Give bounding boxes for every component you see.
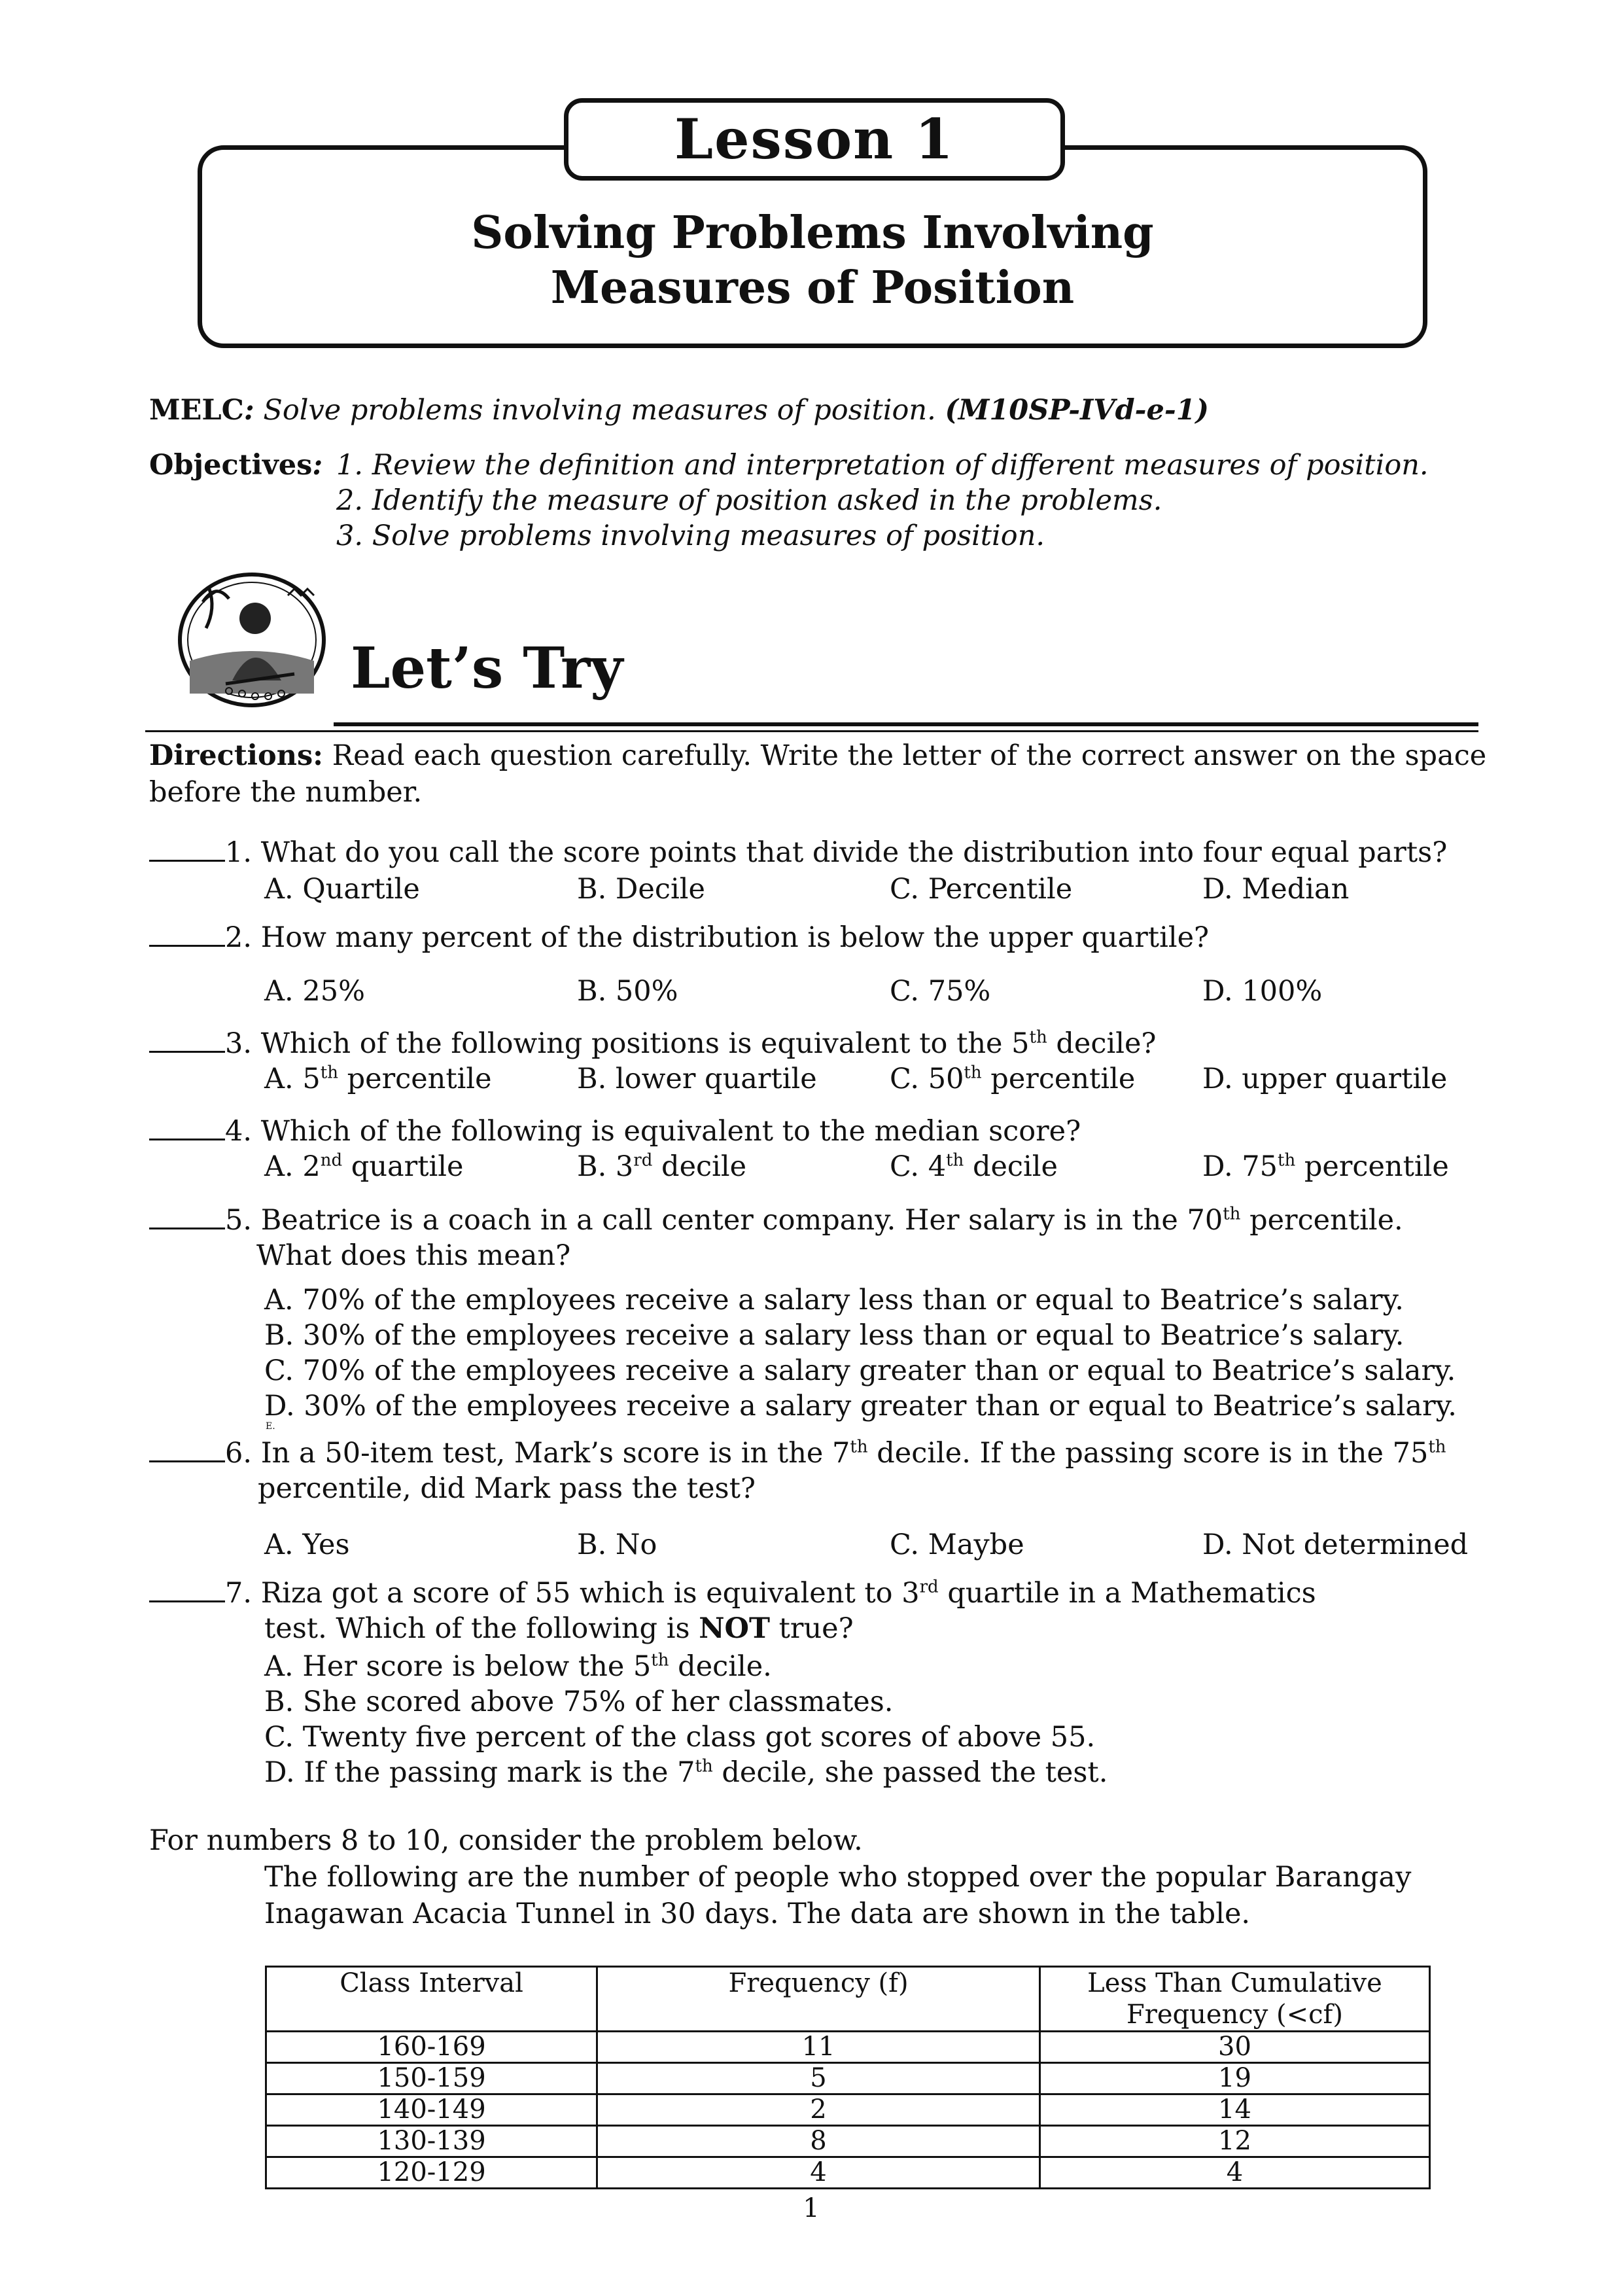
choice: C. Percentile xyxy=(890,873,1073,906)
table-cell: 12 xyxy=(1039,2126,1429,2157)
objective-item: 2. Identify the measure of position asked in the problems. xyxy=(336,484,1162,517)
choice: D. 75th percentile xyxy=(1202,1150,1449,1183)
section-title: Let’s Try xyxy=(351,635,623,701)
answer-blank[interactable] xyxy=(149,1026,225,1053)
problem-text: Inagawan Acacia Tunnel in 30 days. The data are shown in the table. xyxy=(264,1898,1251,1930)
choice: D. 30% of the employees receive a salary greater than or equal to Beatrice’s salary. xyxy=(264,1390,1457,1422)
choice: B. lower quartile xyxy=(577,1063,817,1095)
question-2: 2. How many percent of the distribution is below the upper quartile? xyxy=(149,920,1209,955)
question-4: 4. Which of the following is equivalent to the median score? xyxy=(149,1114,1081,1149)
directions-line1: Directions: Read each question carefully. Write the letter of the correct answer on the space xyxy=(149,739,1487,772)
table-cell: 130-139 xyxy=(266,2126,597,2157)
choice: B. 50% xyxy=(577,975,678,1008)
question-7-continued: test. Which of the following is NOT true? xyxy=(264,1612,854,1645)
table-row xyxy=(266,2032,1430,2063)
choice: D. upper quartile xyxy=(1202,1063,1448,1095)
choice: C. 70% of the employees receive a salary greater than or equal to Beatrice’s salary. xyxy=(264,1354,1456,1387)
table-cell: 11 xyxy=(597,2032,1040,2063)
choice: B. She scored above 75% of her classmates. xyxy=(264,1686,894,1718)
table-cell: 14 xyxy=(1039,2094,1429,2126)
choice: D. Not determined xyxy=(1202,1528,1469,1561)
choice: B. Decile xyxy=(577,873,705,906)
choice: A. 70% of the employees receive a salary less than or equal to Beatrice’s salary. xyxy=(264,1284,1404,1316)
question-1: 1. What do you call the score points that divide the distribution into four equal parts? xyxy=(149,835,1447,870)
table-cell: 140-149 xyxy=(266,2094,597,2126)
table-cell: 19 xyxy=(1039,2063,1429,2094)
objectives-label: Objectives: xyxy=(149,449,323,482)
column-header: Less Than Cumulative Frequency (<cf) xyxy=(1039,1967,1429,2032)
objective-item: 1. Review the definition and interpretation of different measures of position. xyxy=(336,449,1429,482)
table-cell: 150-159 xyxy=(266,2063,597,2094)
choice: C. 4th decile xyxy=(890,1150,1058,1183)
choice: D. If the passing mark is the 7th decile, she passed the test. xyxy=(264,1756,1108,1789)
lesson-title: Lesson 1 xyxy=(674,107,954,171)
question-3: 3. Which of the following positions is equivalent to the 5th decile? xyxy=(149,1026,1156,1061)
page-number: 1 xyxy=(803,2193,820,2223)
choice: D. Median xyxy=(1202,873,1350,906)
answer-blank[interactable] xyxy=(149,1576,225,1602)
melc-line: MELC: Solve problems involving measures of position. (M10SP-IVd-e-1) xyxy=(149,394,1209,427)
choice: A. 5th percentile xyxy=(264,1063,492,1095)
table-cell: 4 xyxy=(1039,2157,1429,2189)
table-header-row xyxy=(266,1967,1430,2032)
problem-intro: For numbers 8 to 10, consider the problem below. xyxy=(149,1824,863,1857)
column-header: Frequency (f) xyxy=(597,1967,1040,2032)
objective-item: 3. Solve problems involving measures of position. xyxy=(336,520,1045,552)
choice: C. Twenty five percent of the class got scores of above 55. xyxy=(264,1721,1096,1754)
question-7: 7. Riza got a score of 55 which is equivalent to 3rd quartile in a Mathematics xyxy=(149,1576,1316,1611)
choice: A. Yes xyxy=(264,1528,350,1561)
choice: B. 30% of the employees receive a salary less than or equal to Beatrice’s salary. xyxy=(264,1319,1405,1352)
column-header: Class Interval xyxy=(266,1967,597,2032)
choice: A. Her score is below the 5th decile. xyxy=(264,1650,772,1683)
question-5: 5. Beatrice is a coach in a call center company. Her salary is in the 70th percentile. xyxy=(149,1203,1403,1238)
table-row xyxy=(266,2063,1430,2094)
choice: C. Maybe xyxy=(890,1528,1024,1561)
choice: A. 2nd quartile xyxy=(264,1150,464,1183)
choice: A. Quartile xyxy=(264,873,420,906)
question-6-continued: percentile, did Mark pass the test? xyxy=(258,1472,756,1505)
problem-text: The following are the number of people who stopped over the popular Barangay xyxy=(264,1861,1412,1894)
table-cell: 4 xyxy=(597,2157,1040,2189)
table-row xyxy=(266,2094,1430,2126)
table-row xyxy=(266,2157,1430,2189)
choice: C. 75% xyxy=(890,975,991,1008)
table-cell: 160-169 xyxy=(266,2032,597,2063)
choice: D. 100% xyxy=(1202,975,1323,1008)
choice: A. 25% xyxy=(264,975,365,1008)
section-rule-thin xyxy=(145,730,1478,732)
answer-blank[interactable] xyxy=(149,1114,225,1140)
table-cell: 2 xyxy=(597,2094,1040,2126)
student-writing-emblem-icon xyxy=(164,563,340,713)
lesson-subtitle-line1: Solving Problems Involving xyxy=(471,207,1154,259)
answer-blank[interactable] xyxy=(149,1203,225,1229)
question-5-continued: What does this mean? xyxy=(256,1239,571,1272)
answer-blank[interactable] xyxy=(149,835,225,862)
question-6: 6. In a 50-item test, Mark’s score is in the 7th decile. If the passing score is in the 75th xyxy=(149,1436,1446,1471)
choice: B. 3rd decile xyxy=(577,1150,747,1183)
stray-mark: E. xyxy=(266,1421,275,1432)
table-row xyxy=(266,2126,1430,2157)
answer-blank[interactable] xyxy=(149,920,225,947)
lesson-subtitle-line2: Measures of Position xyxy=(550,262,1075,314)
table-cell: 30 xyxy=(1039,2032,1429,2063)
table-cell: 120-129 xyxy=(266,2157,597,2189)
table-cell: 5 xyxy=(597,2063,1040,2094)
choice: C. 50th percentile xyxy=(890,1063,1136,1095)
table-cell: 8 xyxy=(597,2126,1040,2157)
frequency-table xyxy=(265,1966,1431,2189)
answer-blank[interactable] xyxy=(149,1436,225,1462)
choice: B. No xyxy=(577,1528,657,1561)
section-rule xyxy=(334,722,1478,726)
directions-line2: before the number. xyxy=(149,776,423,809)
